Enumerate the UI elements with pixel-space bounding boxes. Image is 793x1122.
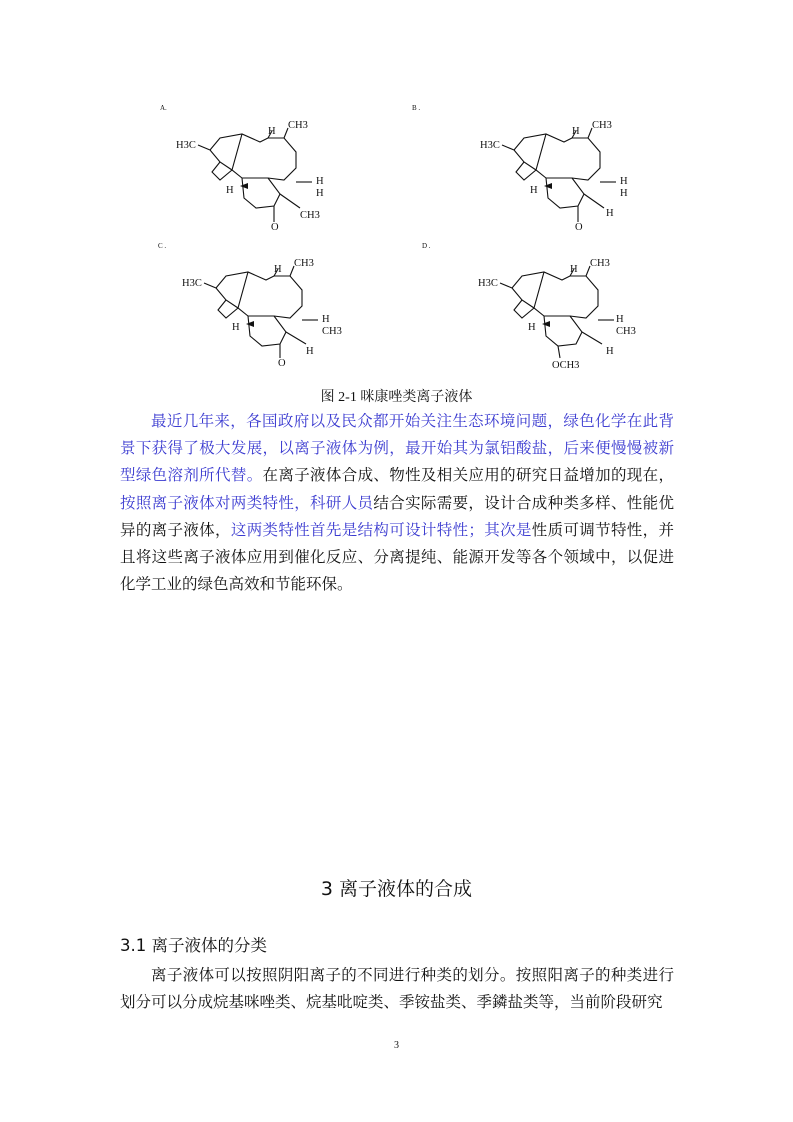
body-text: 在离子液体合成、物性及相关应用的研究日益增加的现在， <box>262 466 674 485</box>
top-methyl-label: CH3 <box>288 120 308 131</box>
h-label: H <box>226 185 234 196</box>
paragraph <box>120 408 674 598</box>
carbonyl-label: OCH3 <box>552 360 580 371</box>
bridge-h-label: H <box>268 126 276 137</box>
bottom-sub-label: H <box>606 346 614 357</box>
body-text: 结合实际需要，设计合成种类多样、性能优异的离子液体， <box>120 493 674 539</box>
highlight-text: 最近几年来，各国政府以及民众都开始关注生态环境问题，绿色化学在此背景下获得了极大发展，以离子液体为例，最开始其为氯铝酸盐，后来便慢慢被新型绿色溶剂所代替。 <box>120 412 674 485</box>
structure-d <box>410 238 650 382</box>
h-label: H <box>620 188 628 199</box>
h-label: H <box>316 176 324 187</box>
bridge-h-label: H <box>572 126 580 137</box>
h-label: CH3 <box>322 326 342 337</box>
carbonyl-label: O <box>278 358 286 369</box>
bridge-h-label: H <box>570 264 578 275</box>
figure-caption: 图 2-1 咪康唑类离子液体 <box>320 390 473 405</box>
structure-c <box>150 238 370 372</box>
highlight-text: 这两类特性首先是结构可设计特性；其次是 <box>230 520 532 539</box>
top-methyl-label: CH3 <box>592 120 612 131</box>
section-title: 3.1 离子液体的分类 <box>120 936 267 955</box>
h-label: H <box>528 322 536 333</box>
h-label: CH3 <box>616 326 636 337</box>
structure-label: C . <box>158 242 167 250</box>
carbonyl-label: O <box>575 222 583 233</box>
carbonyl-label: O <box>271 222 279 233</box>
structure-label: D . <box>422 242 431 250</box>
highlight-text: 按照离子液体对两类特性，科研人员 <box>120 493 374 512</box>
chapter-title: 3 离子液体的合成 <box>320 878 473 900</box>
structure-label: B . <box>412 104 421 112</box>
structure-b <box>400 98 640 242</box>
bottom-sub-label: H <box>306 346 314 357</box>
h-label: H <box>316 188 324 199</box>
bottom-sub-label: H <box>606 208 614 219</box>
h-label: H <box>616 314 624 325</box>
top-methyl-label: CH3 <box>590 258 610 269</box>
structure-label: A. <box>160 104 167 112</box>
bottom-sub-label: CH3 <box>300 210 320 221</box>
body-text: 性质可调节特性，并且将这些离子液体应用到催化反应、分离提纯、能源开发等各个领域中，以促进化学工业的绿色高效和节能环保。 <box>120 520 674 594</box>
h-label: H <box>232 322 240 333</box>
h-label: H <box>620 176 628 187</box>
structure-a <box>150 98 350 242</box>
h-label: H <box>530 185 538 196</box>
h-label: H <box>322 314 330 325</box>
methyl-label: H3C <box>480 140 500 151</box>
methyl-label: H3C <box>478 278 498 289</box>
methyl-label: H3C <box>176 140 196 151</box>
page-number: 3 <box>394 1040 399 1051</box>
bridge-h-label: H <box>274 264 282 275</box>
top-methyl-label: CH3 <box>294 258 314 269</box>
methyl-label: H3C <box>182 278 202 289</box>
paragraph: 离子液体可以按照阴阳离子的不同进行种类的划分。按照阳离子的种类进行划分可以分成烷基咪唑类、烷基吡啶类、季铵盐类、季鏻盐类等，当前阶段研究 <box>120 966 674 1012</box>
